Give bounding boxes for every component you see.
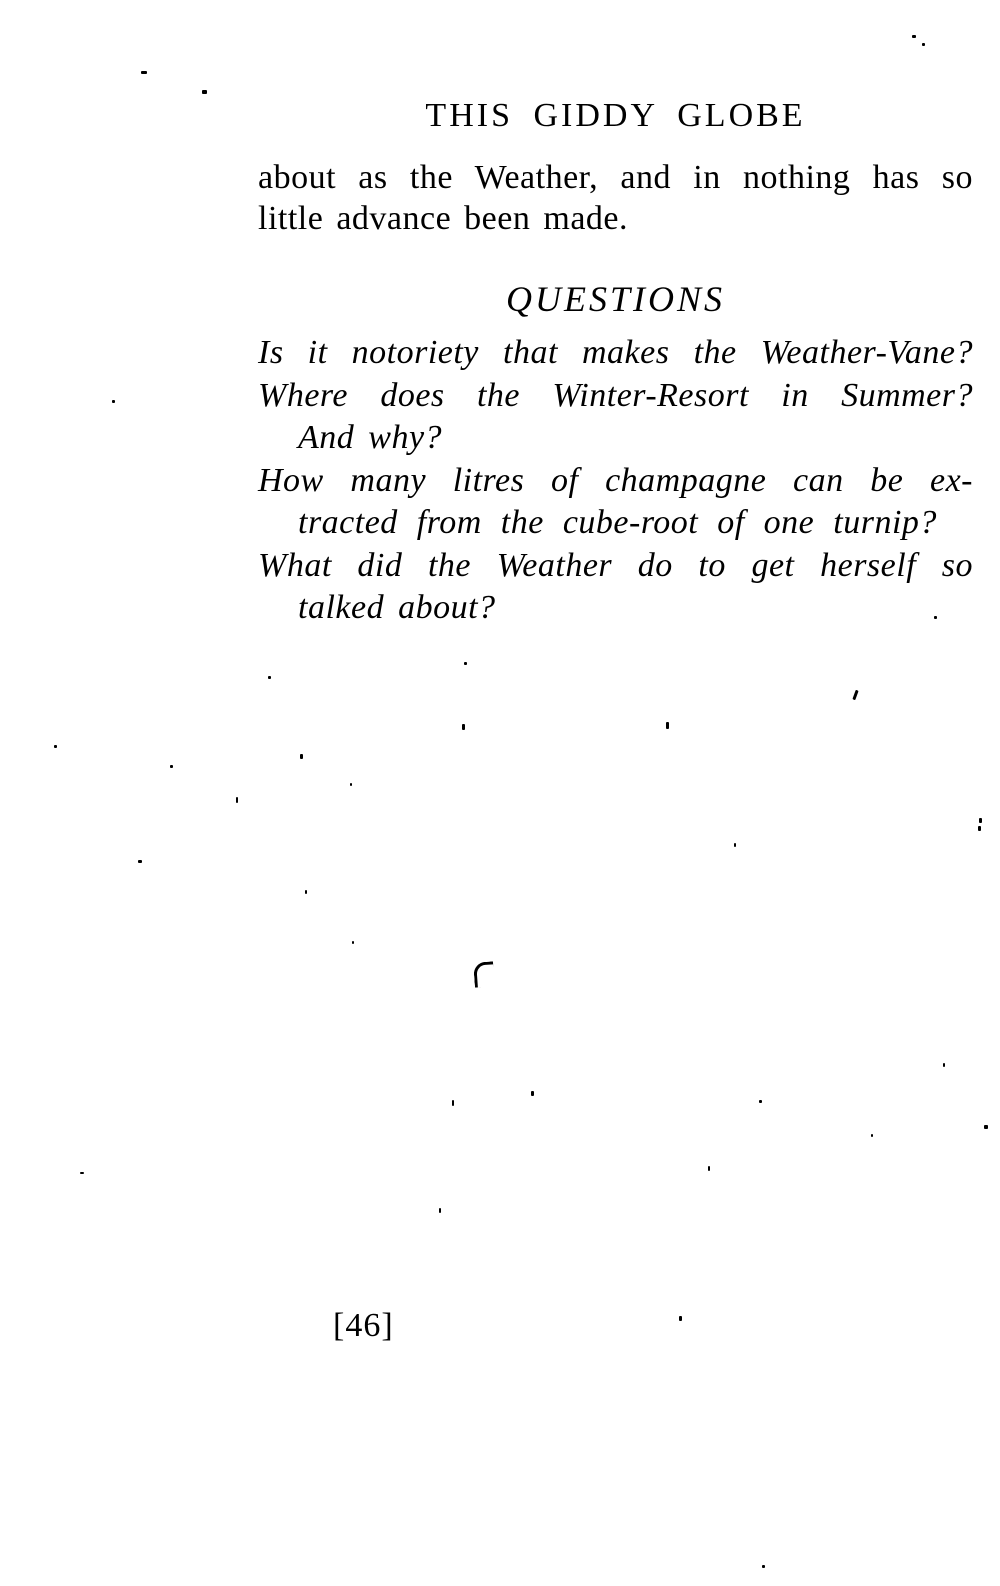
scan-speck — [236, 797, 238, 803]
question-line: talked about? — [298, 589, 496, 626]
questions-list — [258, 332, 973, 630]
scan-speck — [80, 1172, 84, 1174]
scan-speck — [268, 676, 271, 679]
paragraph-line: little advance been made. — [258, 200, 628, 237]
scan-curl-ink-mark — [473, 961, 495, 987]
scan-speck — [912, 35, 916, 38]
scan-speck — [531, 1091, 534, 1096]
scan-speck — [464, 662, 467, 665]
scan-speck — [666, 722, 669, 729]
scan-speck — [202, 90, 207, 94]
scan-speck — [708, 1166, 710, 1171]
running-head-title: THIS GIDDY GLOBE — [425, 97, 806, 134]
scan-speck — [54, 745, 57, 748]
question-line: Is it notoriety that makes the Weather-Vane? — [258, 334, 973, 371]
page-number: [46] — [333, 1307, 394, 1344]
scan-speck — [734, 843, 736, 847]
scan-speck — [762, 1565, 765, 1568]
scan-speck — [305, 890, 307, 894]
scan-speck — [141, 71, 147, 74]
scan-speck — [871, 1134, 873, 1137]
paragraph-line: about as the Weather, and in nothing has so — [258, 159, 973, 196]
scan-speck — [138, 860, 142, 863]
question-line: What did the Weather do to get herself so — [258, 546, 973, 584]
scan-speck — [452, 1100, 454, 1106]
question-line: And why? — [298, 419, 443, 456]
scan-speck — [112, 400, 115, 403]
scan-speck — [979, 818, 982, 823]
body-paragraph — [258, 157, 973, 239]
scan-speck — [922, 43, 925, 46]
scan-speck — [984, 1125, 988, 1129]
scan-speck — [679, 1316, 682, 1321]
scan-speck — [170, 765, 173, 768]
questions-heading: QUESTIONS — [505, 279, 725, 319]
scan-speck — [462, 724, 465, 730]
text-block — [258, 0, 973, 1586]
scan-speck — [978, 826, 981, 831]
scan-speck — [759, 1100, 762, 1103]
question-line: tracted from the cube-root of one turnip? — [298, 504, 937, 541]
question-line: Where does the Winter-Resort in Summer? — [258, 376, 973, 414]
scan-speck — [352, 941, 354, 944]
scan-speck — [934, 616, 937, 619]
scan-speck — [943, 1063, 945, 1067]
scan-speck — [350, 783, 352, 786]
question-line: How many litres of champagne can be ex- — [258, 461, 973, 499]
scan-speck — [300, 754, 303, 759]
scan-speck — [439, 1208, 441, 1213]
